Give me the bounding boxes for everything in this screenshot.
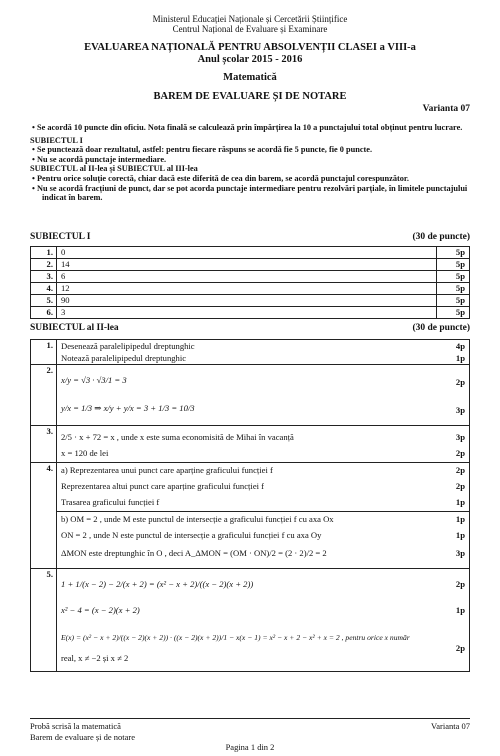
formula-line: 1 + 1/(x − 2) − 2/(x + 2) = (x² − x + 2)/((x − 2)(x + 2)): [61, 579, 254, 589]
subject1-title: SUBIECTUL I: [30, 232, 91, 242]
points-value: 1p: [455, 605, 465, 615]
points-value: 1p: [455, 530, 465, 540]
item-number: 6.: [31, 307, 57, 319]
points-value: 2p: [455, 481, 465, 491]
item-number: 1.: [31, 247, 57, 259]
answer-line: Reprezentarea altui punct care aparține graficului funcției f: [61, 481, 265, 491]
points-value: 5p: [437, 247, 470, 259]
exam-title: EVALUAREA NAȚIONALĂ PENTRU ABSOLVENȚII CLASEI a VIII-a: [84, 42, 416, 53]
points-value: 2p: [455, 448, 465, 458]
answer-cell: 0: [57, 247, 437, 259]
table-row: [31, 569, 470, 672]
subject-name: Matematică: [223, 72, 277, 83]
subject1-table: [30, 246, 470, 319]
subject1-points: (30 de puncte): [412, 232, 470, 242]
points-value: 5p: [437, 307, 470, 319]
ministry-line: Ministerul Educației Naționale și Cercetării Științifice: [152, 14, 348, 24]
subject2-points: (30 de puncte): [412, 323, 470, 333]
answer-line: b) OM = 2 , unde M este punctul de intersecție a graficului funcției f cu axa Ox: [61, 514, 334, 524]
item-number: 3.: [31, 426, 57, 463]
points-value: 3p: [455, 405, 465, 415]
rule-item: • Se punctează doar rezultatul, astfel: pentru fiecare răspuns se acordă fie 5 puncte, fie 0 puncte.: [32, 145, 373, 155]
center-line: Centrul Național de Evaluare și Examinare: [172, 24, 328, 34]
footer-left-line1: Probă scrisă la matematică: [30, 721, 121, 731]
item-number: 5.: [31, 295, 57, 307]
points-value: 2p: [455, 377, 465, 387]
item-number: 5.: [31, 569, 57, 672]
points-value: 2p: [455, 579, 465, 589]
answer-cell: 6: [57, 271, 437, 283]
document-title: BAREM DE EVALUARE ȘI DE NOTARE: [153, 91, 347, 102]
item-number: 4.: [31, 283, 57, 295]
rule-item: • Pentru orice soluție corectă, chiar dacă este diferită de cea din barem, se acordă punctajul corespunzător.: [32, 173, 409, 183]
answer-line: Desenează paralelipipedul dreptunghic: [61, 341, 195, 351]
answer-line: 2/5 · x + 72 = x , unde x este suma economisită de Mihai în vacanță: [61, 432, 294, 442]
formula-line: E(x) = (x² − x + 2)/((x − 2)(x + 2)) · ((x − 2)(x + 2))/1 − x(x − 1) = x² − x + 2 − x² + x = 2 , pentru orice x număr: [61, 633, 410, 642]
answer-line: ΔMON este dreptunghic în O , deci A_ΔMON = (OM · ON)/2 = (2 · 2)/2 = 2: [61, 548, 327, 558]
formula-line: x² − 4 = (x − 2)(x + 2): [61, 605, 140, 615]
answer-line: a) Reprezentarea unui punct care aparține graficului funcției f: [61, 465, 273, 475]
item-number: 1.: [31, 340, 57, 365]
points-value: 4p: [455, 341, 465, 351]
points-value: 5p: [437, 271, 470, 283]
answer-line: x = 120 de lei: [61, 448, 109, 458]
answer-line: Notează paralelipipedul dreptunghic: [61, 353, 187, 363]
rule-item: • Nu se acordă punctaje intermediare.: [32, 154, 167, 164]
table-row: [31, 271, 470, 283]
formula-line: x/y = √3 · √3/1 = 3: [61, 375, 127, 385]
rules-subject23-heading: SUBIECTUL al II-lea și SUBIECTUL al III-lea: [30, 164, 198, 174]
item-number: 3.: [31, 271, 57, 283]
points-value: 1p: [455, 497, 465, 507]
rules-subject1-heading: SUBIECTUL I: [30, 135, 83, 145]
points-value: 2p: [455, 643, 465, 653]
page-number: Pagina 1 din 2: [225, 742, 275, 752]
points-value: 5p: [437, 283, 470, 295]
table-row: [31, 259, 470, 271]
table-row: [31, 283, 470, 295]
table-row: [31, 512, 470, 569]
table-row: [31, 463, 470, 512]
answer-line: Trasarea graficului funcției f: [61, 497, 160, 507]
school-year: Anul școlar 2015 - 2016: [197, 54, 303, 65]
footer-divider: [30, 718, 470, 719]
grading-rules: [30, 123, 475, 203]
answer-cell: 14: [57, 259, 437, 271]
subject1-heading: [30, 232, 470, 242]
rule-item: • Nu se acordă fracțiuni de punct, dar se pot acorda punctaje intermediare pentru rezolvări parțiale, în limitele punctajului indicat în barem.: [32, 183, 468, 203]
table-row: [31, 365, 470, 426]
variant-label: Varianta 07: [422, 104, 470, 114]
table-row: [31, 307, 470, 319]
table-row: [31, 426, 470, 463]
points-value: 1p: [455, 514, 465, 524]
points-value: 3p: [455, 432, 465, 442]
table-row: [31, 340, 470, 365]
points-value: 1p: [455, 353, 465, 363]
subject2-heading: [30, 323, 470, 333]
footer-left-line2: Barem de evaluare și de notare: [30, 732, 136, 742]
answer-cell: 12: [57, 283, 437, 295]
answer-cell: 90: [57, 295, 437, 307]
item-number: 2.: [31, 365, 57, 426]
table-row: [31, 295, 470, 307]
points-value: 5p: [437, 259, 470, 271]
points-value: 2p: [455, 465, 465, 475]
item-number: 2.: [31, 259, 57, 271]
item-number: 4.: [31, 463, 57, 569]
footer-variant: Varianta 07: [431, 721, 470, 731]
subject2-table: [30, 339, 470, 672]
formula-line: real, x ≠ −2 și x ≠ 2: [61, 653, 129, 663]
points-value: 3p: [455, 548, 465, 558]
formula-line: y/x = 1/3 ⇒ x/y + y/x = 3 + 1/3 = 10/3: [61, 403, 195, 413]
answer-line: ON = 2 , unde N este punctul de intersecție a graficului funcției f cu axa Oy: [61, 530, 322, 540]
table-row: [31, 247, 470, 259]
rule-item: • Se acordă 10 puncte din oficiu. Nota finală se calculează prin împărțirea la 10 a punctajului total obținut pentru lucrare.: [32, 123, 463, 132]
answer-cell: 3: [57, 307, 437, 319]
subject2-title: SUBIECTUL al II-lea: [30, 323, 119, 333]
points-value: 5p: [437, 295, 470, 307]
